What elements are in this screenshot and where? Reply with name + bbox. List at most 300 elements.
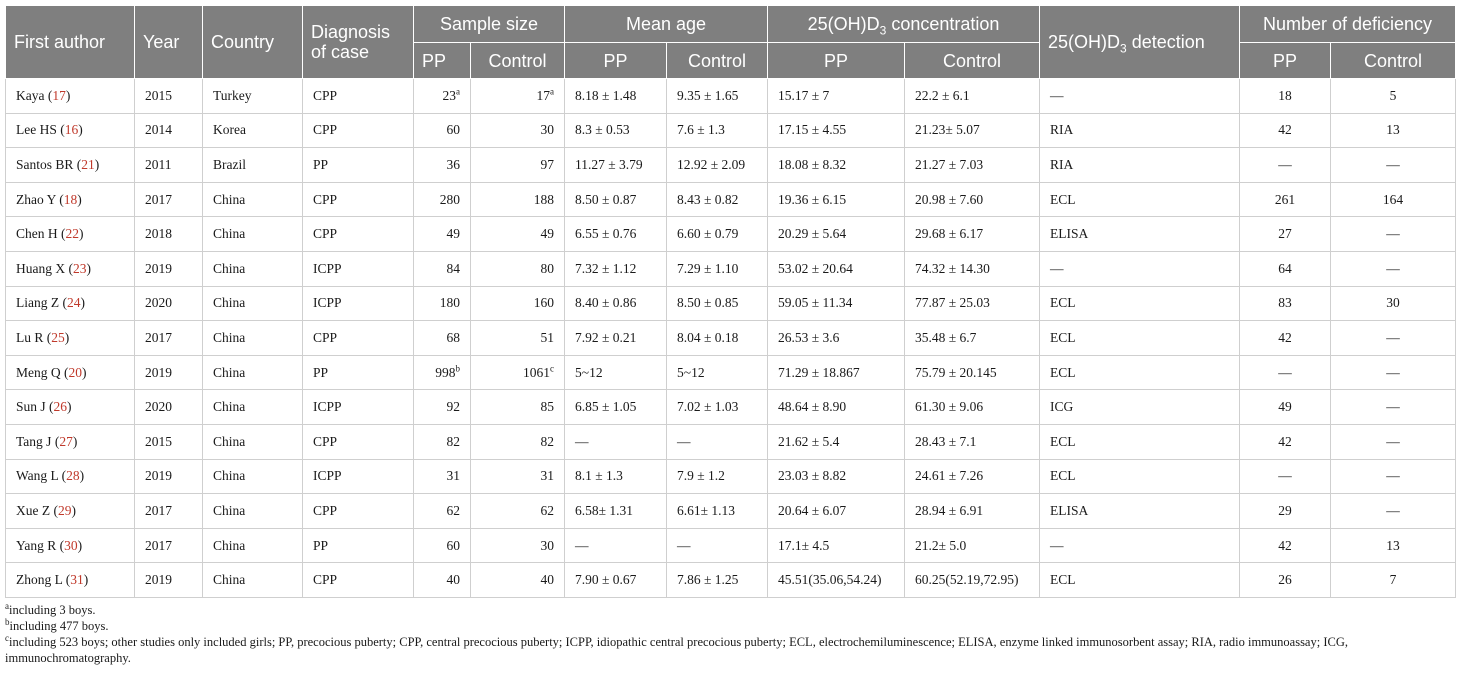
cell-author-text: Meng Q [16, 364, 61, 380]
cell-def-control [1331, 321, 1456, 356]
cell-conc-pp [768, 355, 905, 390]
cell-def-control-text: — [1386, 260, 1400, 276]
cell-conc-pp [768, 182, 905, 217]
cell-def-pp [1240, 286, 1331, 321]
cell-diagnosis-text: CPP [313, 191, 338, 207]
cell-age-control-text: 7.02 ± 1.03 [677, 399, 739, 415]
cell-control-text: 17 [536, 87, 551, 103]
cell-year-text: 2019 [145, 364, 172, 380]
cell-author-text: Zhao Y [16, 191, 56, 207]
cell-detection-text: ECL [1050, 191, 1076, 207]
cell-pp-text: 62 [446, 502, 460, 518]
cell-diagnosis-text: ICPP [313, 399, 342, 415]
cell-def-pp-text: 83 [1278, 295, 1292, 311]
cell-conc-control [905, 321, 1040, 356]
table-row [6, 459, 1456, 494]
cell-pp [414, 459, 471, 494]
cell-conc-pp [768, 459, 905, 494]
table-container [5, 5, 1455, 666]
cell-def-control [1331, 390, 1456, 425]
cell-def-control [1331, 355, 1456, 390]
cell-def-control [1331, 494, 1456, 529]
cell-year-text: 2020 [145, 295, 172, 311]
cell-age-control [667, 217, 768, 252]
cell-year-text: 2020 [145, 399, 172, 415]
reference-link[interactable]: 16 [64, 122, 79, 138]
cell-country-text: China [213, 191, 246, 207]
cell-conc-control [905, 459, 1040, 494]
cell-control [471, 355, 565, 390]
cell-conc-pp-text: 26.53 ± 3.6 [778, 329, 840, 345]
cell-age-control [667, 113, 768, 148]
cell-conc-control [905, 217, 1040, 252]
cell-conc-pp-text: 17.1± 4.5 [778, 537, 830, 553]
cell-age-pp-text: 5~12 [575, 364, 603, 380]
cell-control [471, 563, 565, 598]
cell-detection [1040, 148, 1240, 183]
cell-age-pp [565, 321, 667, 356]
cell-pp [414, 79, 471, 114]
cell-detection-text: ECL [1050, 433, 1076, 449]
header-detection-prefix: 25(OH)D [1048, 32, 1121, 52]
cell-conc-control [905, 563, 1040, 598]
cell-age-control [667, 251, 768, 286]
cell-conc-control-text: 77.87 ± 25.03 [915, 295, 990, 311]
cell-def-control-text: — [1386, 433, 1400, 449]
cell-detection-text: — [1050, 537, 1064, 553]
cell-pp-text: 23 [442, 87, 456, 103]
cell-conc-control-text: 24.61 ± 7.26 [915, 468, 984, 484]
cell-control-text: 40 [540, 572, 555, 588]
cell-author-text: Tang J [16, 433, 52, 449]
cell-control [471, 528, 565, 563]
cell-conc-control [905, 182, 1040, 217]
cell-diagnosis [303, 321, 414, 356]
footnote-mark: a [5, 600, 9, 611]
reference-link[interactable]: 27 [59, 433, 73, 449]
cell-diagnosis-text: CPP [313, 572, 338, 588]
cell-country [203, 390, 303, 425]
cell-def-control-text: 164 [1382, 191, 1404, 207]
cell-def-control [1331, 251, 1456, 286]
cell-def-pp [1240, 390, 1331, 425]
cell-age-control [667, 563, 768, 598]
header-conc-pp: PP [768, 43, 905, 79]
cell-country [203, 148, 303, 183]
cell-diagnosis [303, 148, 414, 183]
reference-link[interactable]: 26 [53, 399, 68, 415]
cell-author: Meng Q (20) [6, 355, 135, 390]
cell-conc-pp-text: 20.64 ± 6.07 [778, 502, 847, 518]
cell-def-control [1331, 182, 1456, 217]
cell-pp-text: 180 [439, 295, 460, 311]
cell-control-text: 30 [540, 537, 555, 553]
cell-conc-control [905, 390, 1040, 425]
cell-control-text: 1061 [523, 364, 551, 380]
reference-link[interactable]: 28 [66, 468, 80, 484]
header-year: Year [135, 6, 203, 79]
table-row [6, 355, 1456, 390]
cell-country [203, 321, 303, 356]
table-row [6, 528, 1456, 563]
header-concentration [768, 6, 1040, 43]
cell-author-text: Santos BR [16, 156, 74, 172]
cell-age-control-text: 5~12 [677, 364, 705, 380]
table-body [6, 79, 1456, 598]
cell-control [471, 459, 565, 494]
cell-conc-pp-text: 71.29 ± 18.867 [778, 364, 860, 380]
cell-age-control [667, 148, 768, 183]
cell-age-control-text: 6.61± 1.13 [677, 502, 736, 518]
cell-age-pp [565, 355, 667, 390]
cell-conc-pp [768, 286, 905, 321]
cell-author: Lu R (25) [6, 321, 135, 356]
cell-def-pp-text: 42 [1278, 122, 1292, 138]
cell-detection [1040, 494, 1240, 529]
cell-conc-pp [768, 390, 905, 425]
cell-pp [414, 563, 471, 598]
cell-year-text: 2019 [145, 572, 172, 588]
cell-conc-pp-text: 23.03 ± 8.82 [778, 468, 847, 484]
cell-detection-text: ELISA [1050, 226, 1089, 242]
cell-conc-control [905, 494, 1040, 529]
cell-age-control [667, 79, 768, 114]
footnote-marker: b [455, 363, 460, 374]
cell-control-text: 49 [540, 226, 555, 242]
header-def-control: Control [1331, 43, 1456, 79]
cell-conc-control [905, 148, 1040, 183]
footnotes [5, 602, 1455, 666]
cell-author-text: Lu R [16, 329, 44, 345]
cell-diagnosis [303, 217, 414, 252]
reference-link[interactable]: 25 [51, 329, 65, 345]
reference-link[interactable]: 29 [58, 502, 72, 518]
cell-year-text: 2017 [145, 537, 172, 553]
table-row [6, 286, 1456, 321]
header-country: Country [203, 6, 303, 79]
cell-def-pp [1240, 494, 1331, 529]
header-deficiency: Number of deficiency [1240, 6, 1456, 43]
cell-control [471, 251, 565, 286]
cell-diagnosis-text: CPP [313, 329, 338, 345]
cell-detection-text: RIA [1050, 122, 1074, 138]
cell-def-control [1331, 113, 1456, 148]
cell-def-pp-text: — [1278, 468, 1292, 484]
table-row [6, 563, 1456, 598]
cell-pp [414, 321, 471, 356]
cell-country [203, 459, 303, 494]
cell-conc-pp [768, 528, 905, 563]
cell-conc-control-text: 60.25(52.19,72.95) [915, 572, 1019, 588]
cell-author-text: Liang Z [16, 295, 60, 311]
cell-detection-text: ECL [1050, 364, 1076, 380]
cell-def-pp-text: 27 [1278, 226, 1292, 242]
cell-age-pp-text: 6.58± 1.31 [575, 502, 634, 518]
cell-def-pp [1240, 182, 1331, 217]
cell-year [135, 79, 203, 114]
cell-diagnosis-text: ICPP [313, 260, 342, 276]
cell-def-control-text: — [1386, 502, 1400, 518]
cell-detection [1040, 424, 1240, 459]
cell-age-control [667, 321, 768, 356]
cell-year-text: 2014 [145, 122, 172, 138]
cell-control [471, 113, 565, 148]
cell-diagnosis [303, 424, 414, 459]
header-sample-pp: PP [414, 43, 471, 79]
cell-author: Santos BR (21) [6, 148, 135, 183]
cell-conc-control-text: 35.48 ± 6.7 [915, 329, 977, 345]
cell-diagnosis-text: CPP [313, 122, 338, 138]
cell-def-pp [1240, 563, 1331, 598]
cell-def-control-text: — [1386, 468, 1400, 484]
reference-link[interactable]: 18 [63, 191, 78, 207]
cell-def-control-text: — [1386, 226, 1400, 242]
cell-country-text: China [213, 295, 246, 311]
cell-diagnosis-text: PP [313, 156, 329, 172]
cell-author: Tang J (27) [6, 424, 135, 459]
cell-conc-pp [768, 563, 905, 598]
cell-control [471, 321, 565, 356]
cell-pp-text: 92 [446, 399, 460, 415]
footnote-marker: a [550, 86, 555, 97]
cell-diagnosis-text: PP [313, 364, 329, 380]
cell-def-pp-text: 49 [1278, 399, 1292, 415]
cell-age-control-text: 9.35 ± 1.65 [677, 87, 739, 103]
cell-pp-text: 49 [446, 226, 460, 242]
cell-conc-pp-text: 59.05 ± 11.34 [778, 295, 853, 311]
cell-pp [414, 494, 471, 529]
cell-def-control-text: 5 [1389, 87, 1397, 103]
cell-age-control [667, 459, 768, 494]
cell-diagnosis [303, 182, 414, 217]
cell-def-pp-text: 261 [1274, 191, 1296, 207]
cell-def-control [1331, 79, 1456, 114]
cell-def-control-text: — [1386, 156, 1400, 172]
cell-age-pp [565, 286, 667, 321]
header-first-author: First author [6, 6, 135, 79]
reference-link[interactable]: 20 [68, 364, 82, 380]
cell-year [135, 424, 203, 459]
cell-country-text: Korea [213, 122, 246, 138]
cell-conc-pp [768, 494, 905, 529]
cell-author: Wang L (28) [6, 459, 135, 494]
cell-control [471, 217, 565, 252]
cell-author-text: Zhong L [16, 572, 63, 588]
reference-link[interactable]: 23 [73, 260, 87, 276]
cell-age-control [667, 355, 768, 390]
cell-age-control-text: 6.60 ± 0.79 [677, 226, 739, 242]
cell-control [471, 286, 565, 321]
cell-pp-text: 60 [446, 122, 460, 138]
data-table [5, 5, 1456, 598]
cell-year [135, 217, 203, 252]
cell-year [135, 251, 203, 286]
cell-def-control [1331, 286, 1456, 321]
cell-author-text: Kaya [16, 87, 45, 103]
cell-conc-control [905, 79, 1040, 114]
cell-diagnosis [303, 528, 414, 563]
cell-country-text: China [213, 329, 246, 345]
cell-year-text: 2015 [145, 87, 172, 103]
cell-conc-control-text: 61.30 ± 9.06 [915, 399, 984, 415]
cell-country [203, 217, 303, 252]
cell-country [203, 113, 303, 148]
cell-detection [1040, 390, 1240, 425]
cell-def-pp-text: 64 [1278, 260, 1292, 276]
cell-age-control [667, 286, 768, 321]
cell-age-control-text: 8.50 ± 0.85 [677, 295, 739, 311]
cell-diagnosis-text: CPP [313, 226, 338, 242]
cell-year [135, 528, 203, 563]
cell-control-text: 160 [533, 295, 555, 311]
cell-author-text: Wang L [16, 468, 59, 484]
header-detection [1040, 6, 1240, 79]
cell-conc-pp-text: 18.08 ± 8.32 [778, 156, 847, 172]
cell-age-pp [565, 390, 667, 425]
cell-country [203, 355, 303, 390]
cell-age-control [667, 494, 768, 529]
reference-link[interactable]: 21 [81, 156, 95, 172]
cell-age-control-text: 7.86 ± 1.25 [677, 572, 739, 588]
cell-diagnosis [303, 494, 414, 529]
cell-author: Liang Z (24) [6, 286, 135, 321]
cell-def-pp-text: 18 [1278, 87, 1292, 103]
cell-author: Huang X (23) [6, 251, 135, 286]
footnote-text: including 3 boys. [9, 602, 96, 617]
cell-conc-pp [768, 148, 905, 183]
cell-control-text: 82 [540, 433, 555, 449]
cell-age-pp-text: 8.50 ± 0.87 [575, 191, 637, 207]
cell-detection [1040, 79, 1240, 114]
cell-conc-control-text: 28.94 ± 6.91 [915, 502, 984, 518]
table-row [6, 113, 1456, 148]
cell-country [203, 424, 303, 459]
cell-age-control-text: 7.6 ± 1.3 [677, 122, 725, 138]
cell-age-control [667, 182, 768, 217]
cell-pp [414, 182, 471, 217]
cell-control-text: 62 [540, 502, 555, 518]
cell-year-text: 2017 [145, 191, 172, 207]
cell-age-pp-text: 11.27 ± 3.79 [575, 156, 643, 172]
cell-year [135, 148, 203, 183]
cell-detection-text: RIA [1050, 156, 1074, 172]
cell-author: Kaya (17) [6, 79, 135, 114]
cell-age-pp [565, 148, 667, 183]
cell-pp [414, 113, 471, 148]
cell-control-text: 31 [540, 468, 555, 484]
cell-country-text: China [213, 364, 246, 380]
cell-conc-control-text: 21.2± 5.0 [915, 537, 967, 553]
cell-author: Zhong L (31) [6, 563, 135, 598]
cell-pp [414, 217, 471, 252]
cell-def-control [1331, 148, 1456, 183]
cell-def-pp-text: 29 [1278, 502, 1292, 518]
cell-def-control-text: — [1386, 399, 1400, 415]
cell-detection-text: ECL [1050, 468, 1076, 484]
reference-link[interactable]: 17 [52, 87, 66, 103]
cell-conc-control-text: 75.79 ± 20.145 [915, 364, 997, 380]
cell-def-pp [1240, 148, 1331, 183]
cell-conc-pp-text: 17.15 ± 4.55 [778, 122, 847, 138]
reference-link[interactable]: 24 [67, 295, 81, 311]
header-sample-size: Sample size [414, 6, 565, 43]
cell-age-pp [565, 113, 667, 148]
reference-link[interactable]: 30 [64, 537, 78, 553]
cell-country-text: China [213, 468, 246, 484]
cell-pp-text: 998 [435, 364, 456, 380]
cell-age-control [667, 390, 768, 425]
cell-def-pp-text: 42 [1278, 537, 1292, 553]
cell-country [203, 286, 303, 321]
cell-diagnosis [303, 390, 414, 425]
footnote-text: including 477 boys. [9, 618, 109, 633]
cell-conc-pp [768, 251, 905, 286]
cell-def-control-text: 30 [1386, 295, 1400, 311]
cell-def-pp [1240, 355, 1331, 390]
cell-pp-text: 84 [446, 260, 460, 276]
cell-age-pp-text: 7.92 ± 0.21 [575, 329, 637, 345]
cell-diagnosis [303, 251, 414, 286]
cell-age-pp [565, 494, 667, 529]
cell-conc-control-text: 21.27 ± 7.03 [915, 156, 984, 172]
cell-year [135, 321, 203, 356]
cell-control [471, 390, 565, 425]
cell-year-text: 2017 [145, 329, 172, 345]
cell-conc-pp-text: 20.29 ± 5.64 [778, 226, 847, 242]
cell-country-text: China [213, 433, 246, 449]
cell-detection [1040, 113, 1240, 148]
cell-pp [414, 148, 471, 183]
cell-age-pp-text: 6.85 ± 1.05 [575, 399, 637, 415]
table-row [6, 494, 1456, 529]
cell-diagnosis [303, 563, 414, 598]
cell-control-text: 30 [540, 122, 555, 138]
cell-diagnosis [303, 355, 414, 390]
cell-conc-pp [768, 424, 905, 459]
cell-conc-pp-text: 21.62 ± 5.4 [778, 433, 840, 449]
cell-author-text: Huang X [16, 260, 66, 276]
cell-year [135, 563, 203, 598]
cell-detection [1040, 563, 1240, 598]
cell-pp-text: 60 [446, 537, 460, 553]
header-concentration-sub: 3 [879, 23, 887, 38]
table-row [6, 390, 1456, 425]
cell-pp-text: 36 [446, 156, 460, 172]
cell-def-pp [1240, 251, 1331, 286]
cell-age-pp [565, 182, 667, 217]
cell-age-pp [565, 251, 667, 286]
cell-age-control-text: 12.92 ± 2.09 [677, 156, 746, 172]
cell-diagnosis-text: CPP [313, 433, 338, 449]
cell-age-pp [565, 528, 667, 563]
reference-link[interactable]: 31 [70, 572, 84, 588]
cell-diagnosis-text: PP [313, 537, 329, 553]
cell-pp-text: 280 [439, 191, 460, 207]
cell-def-pp [1240, 113, 1331, 148]
cell-control-text: 97 [540, 156, 555, 172]
cell-year [135, 286, 203, 321]
cell-pp [414, 424, 471, 459]
cell-pp [414, 251, 471, 286]
cell-def-control [1331, 459, 1456, 494]
reference-link[interactable]: 22 [65, 226, 79, 242]
cell-detection-text: ECL [1050, 295, 1076, 311]
cell-def-pp-text: 42 [1278, 329, 1292, 345]
cell-country [203, 182, 303, 217]
cell-conc-pp-text: 45.51(35.06,54.24) [778, 572, 882, 588]
cell-age-pp-text: 8.1 ± 1.3 [575, 468, 623, 484]
cell-age-control-text: — [677, 537, 691, 553]
